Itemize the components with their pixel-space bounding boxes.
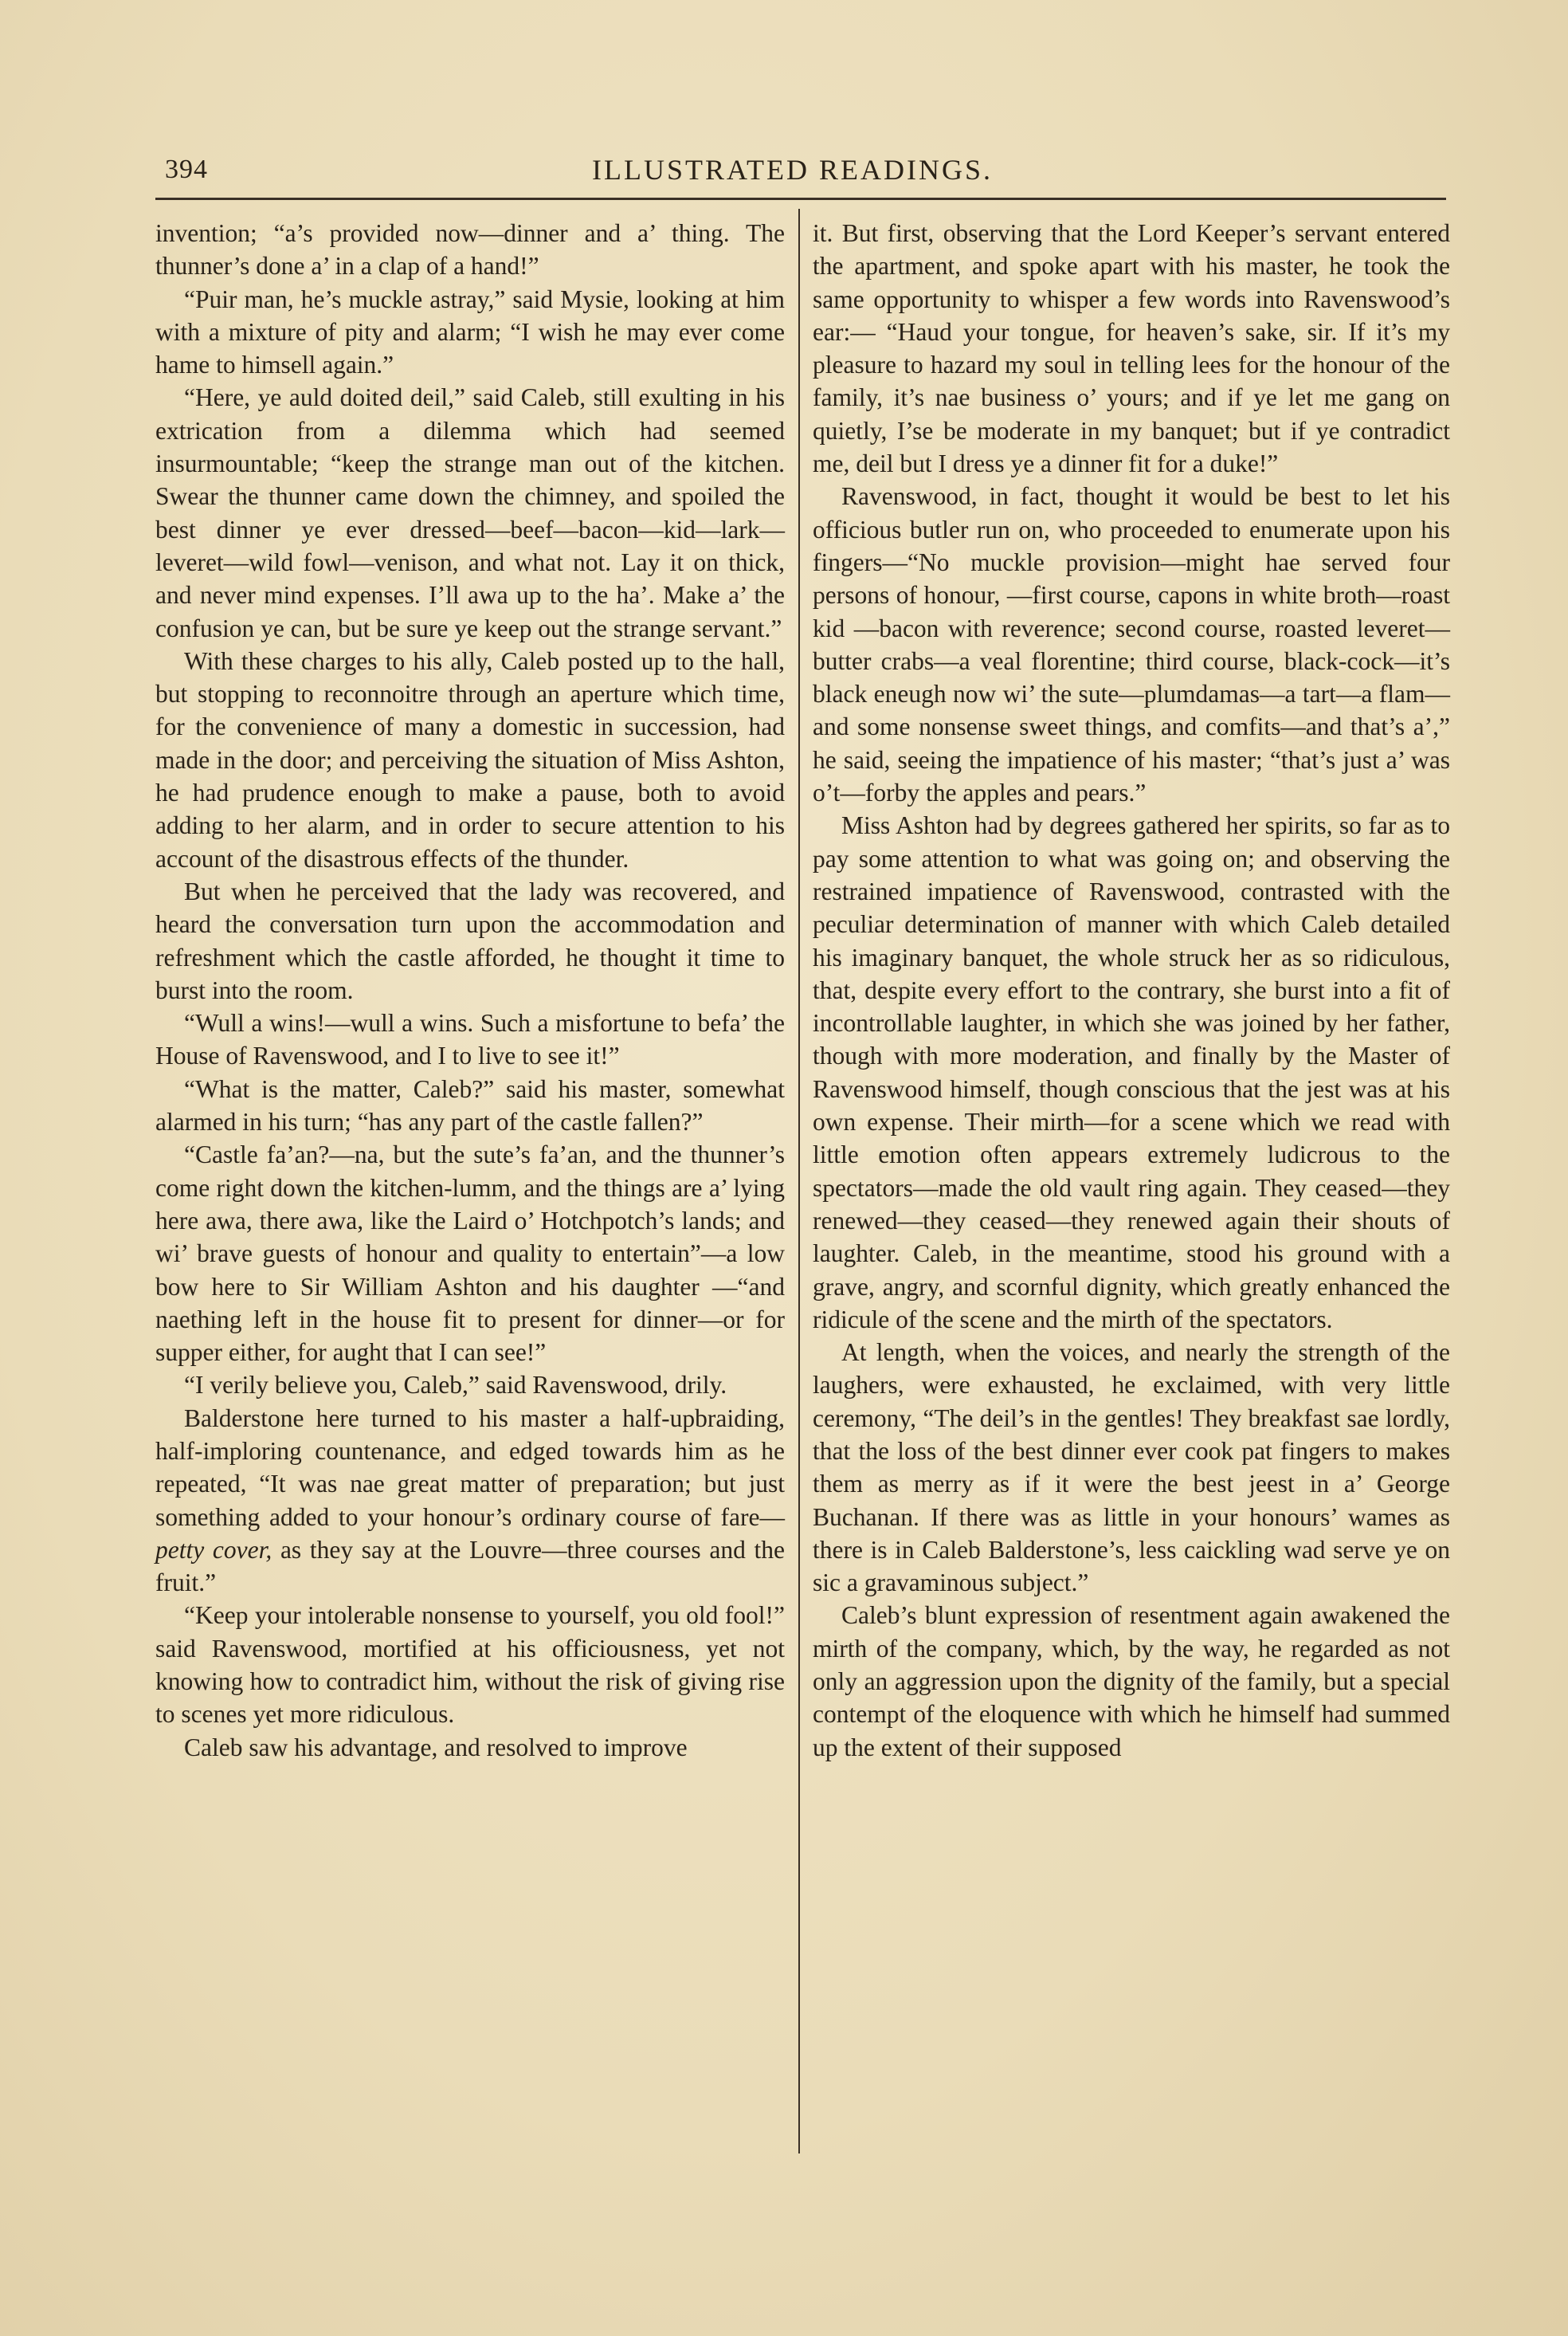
paragraph: “Castle fa’an?—na, but the sute’s fa’an, and the thunner’s come right down the kitchen-lumm, and the things are a’ lying here awa, there awa, like the Laird o’ Hotchpotch’s lands; and wi’ brave guests of honour and quality to entertain”—a low bow here to Sir William Ashton and his daughter —“and naething left in the house fit to present for dinner—or for supper either, for aught that I can see!” (155, 1141, 785, 1367)
paragraph: Miss Ashton had by degrees gathered her spirits, so far as to pay some attention to what was going on; and observing the restrained impatience of Ravenswood, contrasted with the peculiar determination of manner with which Caleb detailed his imaginary banquet, the whole struck her as so ridiculous, that, despite every effort to the contrary, she burst into a fit of incontrollable laughter, in which she was joined by her father, though with more moderation, and finally by the Master of Ravenswood himself, though conscious that the jest was at his own expense. Their mirth—for a scene which we read with little emotion often appears extremely ludicrous to the spectators—made the old vault ring again. They ceased—they renewed—they ceased—they renewed again their shouts of laughter. Caleb, in the meantime, stood his ground with a grave, angry, and scornful dignity, which greatly enhanced the ridicule of the scene and the mirth of the spectators. (813, 811, 1450, 1333)
paragraph: “Keep your intolerable nonsense to yourself, you old fool!” said Ravenswood, mortified at his officiousness, yet not knowing how to contradict him, without the risk of giving rise to scenes yet more ridiculous. (155, 1601, 785, 1729)
paragraph: “What is the matter, Caleb?” said his master, somewhat alarmed in his turn; “has any part of the castle fallen?” (155, 1074, 785, 1137)
page-number: 394 (165, 155, 208, 184)
paragraph: Caleb saw his advantage, and resolved to improve (184, 1733, 688, 1761)
paragraph: At length, when the voices, and nearly the strength of the laughers, were exhausted, he exclaimed, with very little ceremony, “The deil’s in the gentles! They breakfast sae lordly, that the loss of the best dinner ever cook pat fingers to makes them as merry as if it were the best jeest in a’ George Buchanan. If there was as little in your honours’ wames as there is in Caleb Balderstone’s, less caickling wad serve ye on sic a gravaminous subject.” (813, 1338, 1450, 1597)
page-header (155, 150, 1446, 191)
header-rule (155, 198, 1446, 200)
right-column (813, 217, 1450, 1764)
paragraph: But when he perceived that the lady was recovered, and heard the conversation turn upon the accommodation and refreshment which the castle afforded, he thought it time to burst into the room. (155, 877, 785, 1004)
running-title: ILLUSTRATED READINGS. (592, 154, 993, 186)
column-divider (798, 209, 800, 2153)
paragraph: Ravenswood, in fact, thought it would be best to let his officious butler run on, who proceeded to enumerate upon his fingers—“No muckle provision—might hae served four persons of honour, —first course, capons in white broth—roast kid —bacon with reverence; second course, roasted leveret—butter crabs—a veal florentine; third course, black-cock—it’s black eneugh now wi’ the sute—plumdamas—a tart—a flam—and some nonsense sweet things, and comfits—and that’s a’,” he said, seeing the impatience of his master; “that’s just a’ was o’t—forby the apples and pears.” (813, 482, 1450, 807)
left-column (155, 217, 785, 1764)
paragraph: “Here, ye auld doited deil,” said Caleb, still exulting in his extrication from a dilemma which had seemed insurmountable; “keep the strange man out of the kitchen. Swear the thunner came down the chimney, and spoiled the best dinner ye ever dressed—beef—bacon—kid—lark—leveret—wild fowl—venison, and what not. Lay it on thick, and never mind expenses. I’ll awa up to the ha’. Make a’ the confusion ye can, but be sure ye keep out the strange servant.” (155, 383, 785, 642)
paragraph: Caleb’s blunt expression of resentment again awakened the mirth of the company, which, by the way, he regarded as not only an aggression upon the dignity of the family, but a special contempt of the eloquence with which he himself had summed up the extent of their supposed (813, 1601, 1450, 1761)
paragraph-text: as they say at the Louvre—three courses and the fruit.” (155, 1535, 785, 1597)
paragraph-text: Balderstone here turned to his master a half-upbraiding, half-imploring countenance, and edged towards him as he repeated, “It was nae great matter of preparation; but just something added to your honour’s ordinary course of fare— (155, 1404, 785, 1531)
paragraph: it. But first, observing that the Lord Keeper’s servant entered the apartment, and spoke apart with his master, he took the same opportunity to whisper a few words into Ravenswood’s ear:— “Haud your tongue, for heaven’s sake, sir. If it’s my pleasure to hazard my soul in telling lees for the honour of the family, it’s nae business o’ yours; and if ye let me gang on quietly, I’se be moderate in my banquet; but if ye contradict me, deil but I dress ye a dinner fit for a duke!” (813, 219, 1450, 478)
paragraph: “I verily believe you, Caleb,” said Ravenswood, drily. (184, 1371, 727, 1400)
paragraph: “Wull a wins!—wull a wins. Such a misfortune to befa’ the House of Ravenswood, and I to live to see it!” (155, 1009, 785, 1070)
paragraph: With these charges to his ally, Caleb posted up to the hall, but stopping to reconnoitre through an aperture which time, for the convenience of many a domestic in succession, had made in the door; and perceiving the situation of Miss Ashton, he had prudence enough to make a pause, both to avoid adding to her alarm, and in order to secure attention to his account of the disastrous effects of the thunder. (155, 646, 785, 873)
italic-phrase: petty cover, (155, 1535, 272, 1564)
paragraph: “Puir man, he’s muckle astray,” said Mysie, looking at him with a mixture of pity and alarm; “I wish he may ever come hame to himsell again.” (155, 285, 785, 379)
paragraph (155, 1402, 785, 1600)
paragraph: invention; “a’s provided now—dinner and a’ thing. The thunner’s done a’ in a clap of a hand!” (155, 219, 785, 281)
